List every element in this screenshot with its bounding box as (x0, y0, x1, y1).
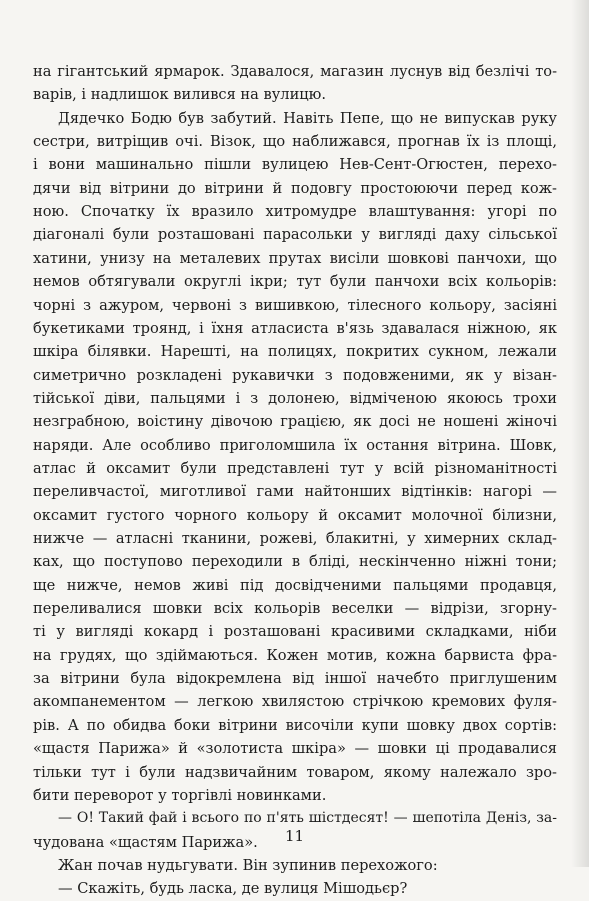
text-line: Дядечко Бодю був забутий. Навіть Пепе, що не випускав руку (58, 109, 557, 127)
text-line: акомпанементом — легкою хвилястою стрічкою кремових фуля- (33, 693, 557, 711)
text-line: шкіра білявки. Нарешті, на полицях, покритих сукном, лежали (33, 343, 557, 361)
text-line: бити переворот у торгівлі новинками. (33, 786, 327, 804)
text-line: Жан почав нудьгувати. Він зупинив перехожого: (58, 856, 438, 874)
text-line: ною. Спочатку їх вразило хитромудре влаштування: угорі по (33, 203, 557, 221)
text-line: симетрично розкладені рукавички з подовженими, як у візан- (33, 366, 557, 384)
text-line: за вітрини була відокремлена від іншої начебто приглушеним (33, 670, 557, 688)
text-line: і вони машинально пішли вулицею Нев-Сент-Огюстен, перехо- (33, 156, 557, 174)
text-line: немов обтягували округлі ікри; тут були панчохи всіх кольорів: (33, 273, 557, 291)
text-line: переливалися шовки всіх кольорів веселки — відрізи, згорну- (33, 600, 557, 618)
text-line: наряди. Але особливо приголомшила їх остання вітрина. Шовк, (33, 436, 557, 454)
text-line: хатини, унизу на металевих прутах висіли шовкові панчохи, що (33, 249, 557, 267)
text-line: ті у вигляді кокард і розташовані красивими складками, ніби (33, 623, 557, 641)
text-line: букетиками троянд, і їхня атласиста в'язь здавалася ніжною, як (33, 319, 557, 337)
text-line: дячи від вітрини до вітрини й подовгу простоюючи перед кож- (33, 179, 557, 197)
text-line: ках, що поступово переходили в бліді, нескінченно ніжні тони; (33, 553, 557, 571)
text-line: нижче — атласні тканини, рожеві, блакитні, у химерних склад- (33, 530, 557, 547)
text-line: оксамит густого чорного кольору й оксамит молочної білизни, (33, 506, 557, 524)
text-line: діагоналі були розташовані парасольки у вигляді даху сільської (33, 226, 557, 244)
text-line: «щастя Парижа» й «золотиста шкіра» — шовки ці продавалися (33, 740, 557, 758)
text-line: на гігантський ярмарок. Здавалося, магазин луснув від безлічі то- (33, 63, 557, 80)
text-line: сестри, витріщив очі. Візок, що наближався, прогнав їх із площі, (33, 133, 557, 151)
text-line: на грудях, що здіймаються. Кожен мотив, кожна барвиста фра- (33, 646, 557, 664)
text-line: тійської діви, пальцями і з долонею, відміченою якоюсь трохи (33, 389, 557, 407)
text-line: переливчастої, миготливої гами найтонших відтінків: нагорі — (33, 483, 557, 501)
text-line: — О! Такий фай і всього по п'ять шістдесят! — шепотіла Деніз, за- (58, 810, 557, 827)
text-line: варів, і надлишок вилився на вулицю. (33, 86, 327, 104)
text-line: — Скажіть, будь ласка, де вулиця Мішодьєр? (58, 880, 408, 898)
text-line: чудована «щастям Парижа». (33, 833, 258, 851)
text-line: атлас й оксамит були представлені тут у всій різноманітності (33, 459, 557, 477)
page-edge-shadow (571, 0, 589, 867)
text-line: чорні з ажуром, червоні з вишивкою, тілесного кольору, засіяні (33, 296, 557, 314)
text-line: тільки тут і були надзвичайним товаром, якому належало зро- (33, 763, 557, 781)
text-line: рів. А по обидва боки вітрини височіли купи шовку двох сортів: (33, 716, 557, 734)
text-line: незграбною, воістину дівочою грацією, як досі не ношені жіночі (33, 413, 557, 431)
page-number: 11 (284, 827, 305, 845)
text-line: ще нижче, немов живі під досвідченими пальцями продавця, (33, 576, 557, 594)
